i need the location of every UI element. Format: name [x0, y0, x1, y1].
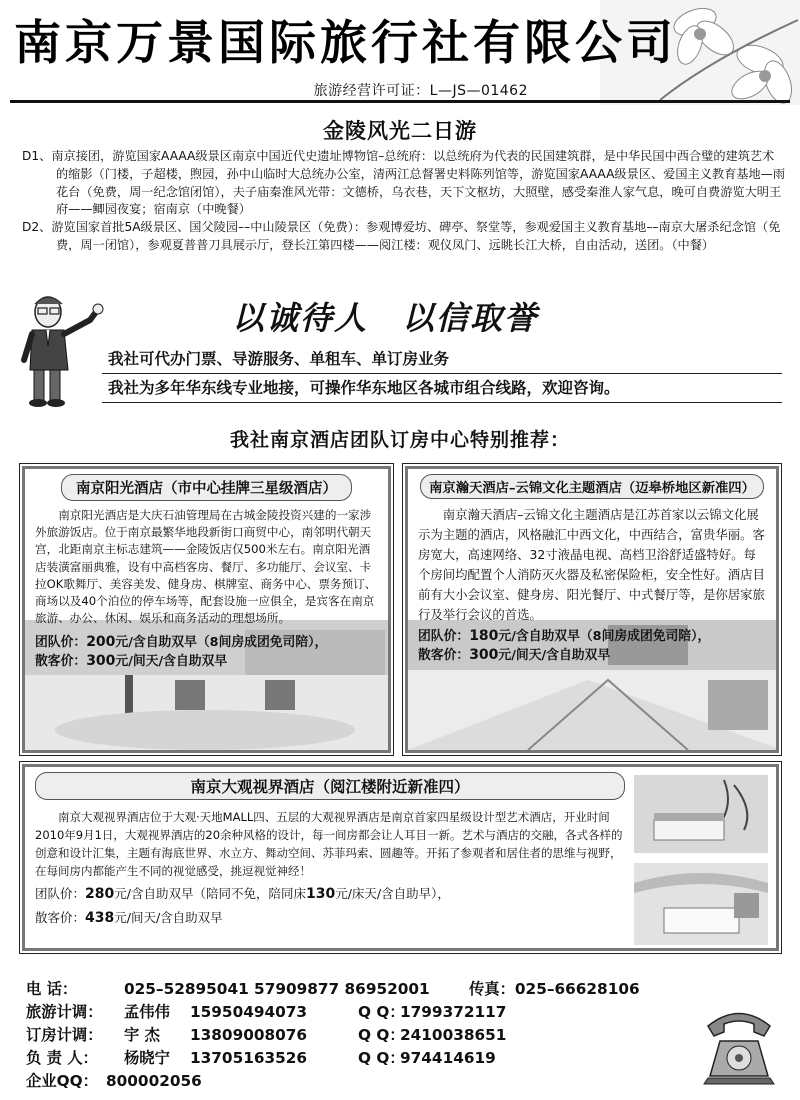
hotel-card	[22, 764, 779, 951]
qq-label: Q Q：	[358, 1049, 405, 1067]
cartoon-man-icon	[10, 290, 110, 410]
hotel-room-photo	[634, 775, 768, 853]
contact-phone: 13705163526	[190, 1049, 308, 1067]
contact-label: 旅游计调：	[26, 1003, 103, 1021]
qq-value: 1799372117	[400, 1003, 507, 1021]
hotel-card	[22, 466, 391, 753]
fax-value: 025–66628106	[514, 980, 640, 998]
hotel-name: 南京大观视界酒店（阅江楼附近新准四）	[35, 772, 625, 800]
itinerary	[22, 148, 786, 255]
hotel-name: 南京阳光酒店（市中心挂牌三星级酒店）	[61, 474, 352, 501]
group-price: 团队价：280元/含自助双早（陪同不免，陪同床130元/床天/含自助早），	[35, 886, 450, 902]
contact-row	[26, 978, 686, 1001]
header-divider	[10, 100, 790, 103]
hotel-description: 南京阳光酒店是大庆石油管理局在古城金陵投资兴建的一家涉外旅游饭店。位于南京最繁华地段新街口商贸中心，南邻明代朝天宫，北距南京主标志建筑——金陵饭店仅500米左右。南京阳光酒店装潢富丽典雅，设有中高档客房、餐厅、多功能厅、会议室、卡拉OK歌舞厅、美容美发、健身房、棋牌室、商务中心、票务预订、商场以及40个泊位的停车场等，配套设施一应俱全，是宾客在南京旅游、办公、休闲、娱乐和商务活动的理想场所。	[35, 508, 377, 626]
group-price: 团队价：200元/含自助双早（8间房成团免司陪），	[35, 634, 328, 651]
qq-value: 974414619	[400, 1049, 496, 1067]
hotel-name: 南京瀚天酒店–云锦文化主题酒店（迈皋桥地区新准四）	[420, 474, 764, 499]
walkin-price: 散客价：438元/间天/含自助双早	[35, 910, 223, 926]
hotel-card	[405, 466, 779, 753]
qq-label: Q Q：	[358, 1003, 405, 1021]
service-line: 我社为多年华东线专业地接，可操作华东地区各城市组合线路，欢迎咨询。	[102, 374, 782, 403]
service-list	[102, 345, 782, 403]
motto-part: 以信取誉	[402, 299, 539, 337]
corp-qq-label: 企业QQ：	[26, 1072, 98, 1090]
hotel-room-photo	[634, 863, 768, 945]
motto-part: 以诚待人	[232, 299, 369, 337]
tel-value: 025–52895041 57909877 86952001	[124, 980, 430, 998]
contact-person: 杨晓宁	[124, 1049, 170, 1067]
qq-value: 2410038651	[400, 1026, 507, 1044]
qq-label: Q Q：	[358, 1026, 405, 1044]
contact-row	[26, 1001, 686, 1024]
company-name: 南京万景国际旅行社有限公司	[14, 16, 677, 71]
service-line: 我社可代办门票、导游服务、单租车、单订房业务	[102, 345, 782, 374]
corp-qq-value: 800002056	[106, 1072, 202, 1090]
contact-row	[26, 1070, 686, 1093]
contact-label: 订房计调：	[26, 1026, 103, 1044]
telephone-icon	[698, 996, 780, 1086]
contact-row	[26, 1047, 686, 1070]
contact-label: 负 责 人：	[26, 1049, 98, 1067]
contact-phone: 13809008076	[190, 1026, 308, 1044]
walkin-price: 散客价：300元/间天/含自助双早	[418, 647, 611, 663]
contact-label: 电 话：	[26, 980, 78, 998]
group-price: 团队价：180元/含自助双早（8间房成团免司陪），	[418, 628, 711, 644]
fax-label: 传真：	[469, 980, 515, 998]
hotel-description: 南京瀚天酒店–云锦文化主题酒店是江苏首家以云锦文化展示为主题的酒店，风格融汇中西文化，中西结合，富贵华丽。客房宽大，高速网络、32寸液晶电视、高档卫浴舒适盛特好。每个房间均配置个人消防灭火器及私密保险柜，安全性好。酒店目前有大小会议室、健身房、阳光餐厅、中式餐厅等，是你居家旅行及举行会议的首选。	[418, 507, 765, 622]
tour-title: 金陵风光二日游	[323, 119, 477, 143]
itinerary-day: D1、南京接团，游览国家AAAA级景区南京中国近代史遗址博物馆–总统府：以总统府为代表的民国建筑群，是中华民国中西合璧的建筑艺术的缩影（门楼，子超楼，煦园，孙中山临时大总统办公室，清两江总督署史料陈列馆等，游览国家AAAA级景区、爱国主义教育基地—雨花台（免费，周一纪念馆闭馆），夫子庙秦淮风光带：文德桥，乌衣巷，天下文枢坊，大照壁，感受秦淮人家气息，晚可自费游览大明王府——鲫园夜宴；宿南京（中晚餐）	[22, 149, 786, 217]
contact-phone: 15950494073	[190, 1003, 308, 1021]
contact-row	[26, 1024, 686, 1047]
hotel-description: 南京大观视界酒店位于大观·天地MALL四、五层的大观视界酒店是南京首家四星级设计型艺术酒店，开业时间2010年9月1日，大观视界酒店的20余种风格的设计，每一间房都会让人耳目一新。艺术与酒店的交融，各式各样的创意和设计汇集，主题有海底世界、水立方、舞动空间、苏菲玛索、圆趣等。开拓了参观者和居住者的思维与视野，在每间房内都能产生不同的视觉感受，挑逗视觉神经！	[35, 810, 623, 878]
itinerary-day: D2、游览国家首批5A级景区、国父陵园––中山陵景区（免费）：参观博爱坊、碑亭、祭堂等，参观爱国主义教育基地––南京大屠杀纪念馆（免费，周一闭馆），参观夏普普刀具展示厅，登长江第四楼——阅江楼：观仪凤门、远眺长江大桥，自由活动，送团。（中餐）	[22, 220, 781, 252]
contact-person: 宇 杰	[124, 1026, 160, 1044]
contact-person: 孟伟伟	[124, 1003, 170, 1021]
motto	[232, 293, 538, 339]
recommend-title: 我社南京酒店团队订房中心特别推荐：	[229, 429, 570, 451]
contact-info	[26, 978, 686, 1093]
license-number: 旅游经营许可证：L—JS—01462	[313, 83, 528, 99]
walkin-price: 散客价：300元/间天/含自助双早	[35, 653, 228, 670]
